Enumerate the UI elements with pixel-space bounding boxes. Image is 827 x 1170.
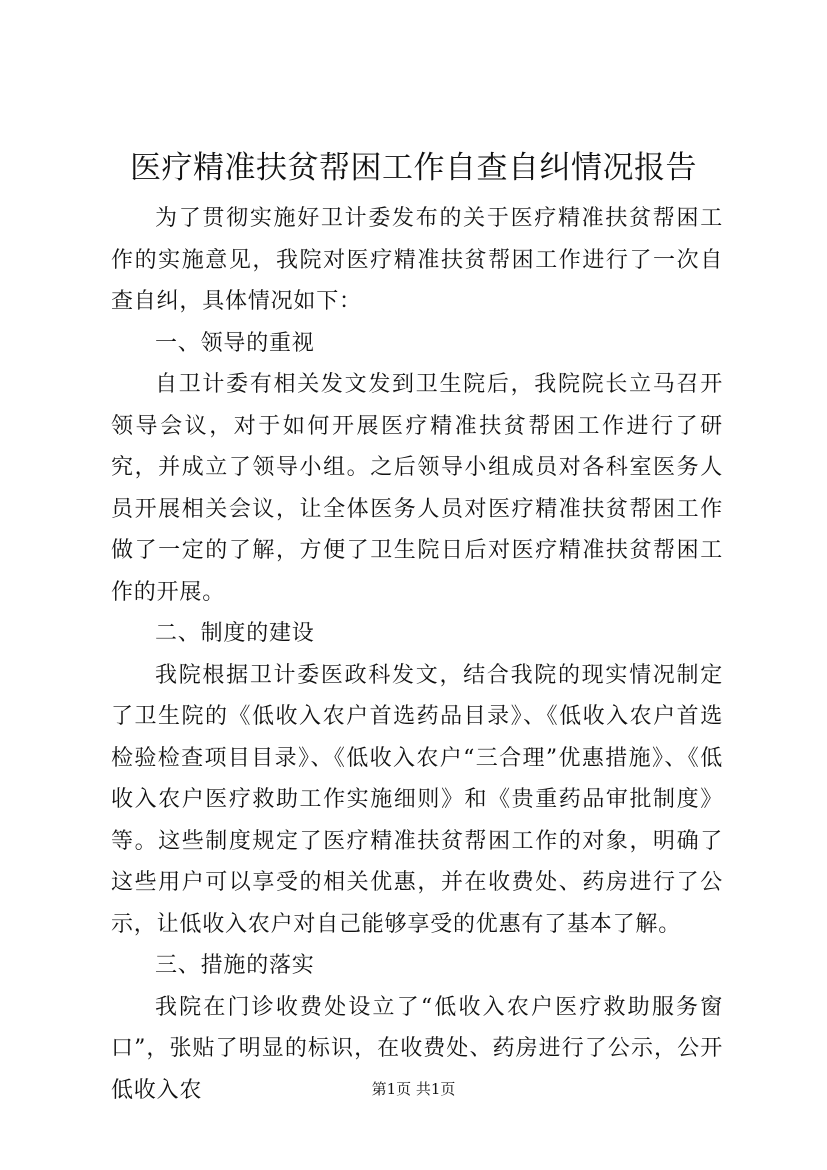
section-heading-leadership: 一、领导的重视 bbox=[155, 330, 315, 356]
section-heading-system: 二、制度的建设 bbox=[155, 621, 315, 646]
paragraph-system: 我院根据卫计委医政科发文，结合我院的现实情况制定了卫生院的《低收入农户首选药品目录》、《低收入农户首选检验检查项目目录》、《低收入农户“三合理”优惠措施》、《低收入农户医疗救助工作实施细则》和《贵重药品审批制度》等。这些制度规定了医疗精准扶贫帮困工作的对象，明确了这些用户可以享受的相关优惠，并在收费处、药房进行了公示，让低收入农户对自己能够享受的优惠有了基本了解。 bbox=[111, 662, 723, 937]
paragraph-leadership: 自卫计委有相关发文发到卫生院后，我院院长立马召开领导会议，对于如何开展医疗精准扶贫帮困工作进行了研究，并成立了领导小组。之后领导小组成员对各科室医务人员开展相关会议，让全体医务人员对医疗精准扶贫帮困工作做了一定的了解，方便了卫生院日后对医疗精准扶贫帮困工作的开展。 bbox=[111, 372, 723, 605]
document-body bbox=[111, 198, 723, 1111]
paragraph-measures: 我院在门诊收费处设立了“低收入农户医疗救助服务窗口”，张贴了明显的标识，在收费处、药房进行了公示，公开低收入农 bbox=[111, 994, 723, 1103]
paragraph-intro: 为了贯彻实施好卫计委发布的关于医疗精准扶贫帮困工作的实施意见，我院对医疗精准扶贫帮困工作进行了一次自查自纠，具体情况如下： bbox=[111, 206, 723, 314]
document-title: 医疗精准扶贫帮困工作自查自纠情况报告 bbox=[130, 150, 697, 186]
page-number-footer: 第1页 共1页 bbox=[371, 1080, 456, 1098]
section-heading-measures: 三、措施的落实 bbox=[155, 953, 315, 978]
